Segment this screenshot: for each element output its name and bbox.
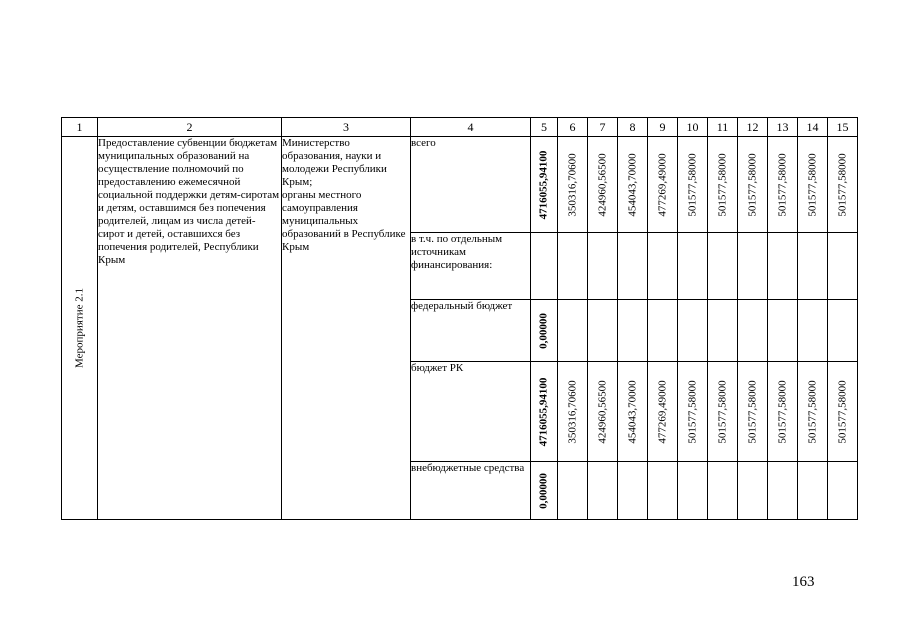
year-cell (618, 362, 648, 462)
year-cell (588, 233, 618, 300)
year-value: 350316,70600 (566, 152, 578, 217)
column-header: 15 (828, 118, 858, 137)
column-header: 2 (98, 118, 282, 137)
year-value: 501577,58000 (686, 152, 698, 217)
year-cell (828, 233, 858, 300)
year-cell (738, 233, 768, 300)
total-value: 4716055,94100 (537, 150, 550, 219)
column-header: 1 (62, 118, 98, 137)
row-label: федеральный бюджет (411, 300, 531, 362)
total-value: 0,00000 (537, 472, 550, 509)
year-cell (618, 137, 648, 233)
year-value: 454043,70000 (626, 379, 638, 444)
header-row (62, 118, 858, 137)
funding-table (61, 117, 858, 520)
year-cell (618, 233, 648, 300)
executor-cell: Министерство образования, науки и молодежи Республики Крым; органы местного самоуправления муниципальных образований в Республике Крым (282, 137, 411, 520)
year-cell (828, 362, 858, 462)
year-value: 501577,58000 (776, 152, 788, 217)
year-cell (768, 300, 798, 362)
year-cell (708, 300, 738, 362)
year-value: 477269,49000 (656, 152, 668, 217)
year-cell (678, 362, 708, 462)
row-label: всего (411, 137, 531, 233)
table-row (62, 137, 858, 233)
year-value: 454043,70000 (626, 152, 638, 217)
column-header: 9 (648, 118, 678, 137)
year-cell (708, 462, 738, 520)
year-cell (558, 462, 588, 520)
year-cell (738, 300, 768, 362)
year-value: 501577,58000 (746, 152, 758, 217)
year-value: 424960,56500 (596, 379, 608, 444)
year-cell (648, 362, 678, 462)
column-header: 3 (282, 118, 411, 137)
year-cell (798, 362, 828, 462)
year-cell (798, 462, 828, 520)
year-cell (558, 300, 588, 362)
total-cell (531, 362, 558, 462)
year-cell (558, 137, 588, 233)
year-value: 501577,58000 (836, 379, 848, 444)
year-value: 501577,58000 (746, 379, 758, 444)
year-cell (768, 362, 798, 462)
year-cell (798, 137, 828, 233)
year-cell (558, 233, 588, 300)
column-header: 5 (531, 118, 558, 137)
year-cell (648, 300, 678, 362)
year-cell (708, 362, 738, 462)
measure-label: Мероприятие 2.1 (73, 288, 85, 368)
year-cell (618, 462, 648, 520)
year-value: 501577,58000 (806, 379, 818, 444)
year-cell (828, 137, 858, 233)
description-cell: Предоставление субвенции бюджетам муниципальных образований на осуществление полномочий по предоставлению ежемесячной социальной поддержки детям-сиротам и детям, оставшимся без попечения родителей, лицам из числа детей-сирот и детей, оставшихся без попечения родителей, Республики Крым (98, 137, 282, 520)
column-header: 7 (588, 118, 618, 137)
year-cell (828, 462, 858, 520)
column-header: 14 (798, 118, 828, 137)
row-label: внебюджетные средства (411, 462, 531, 520)
year-value: 501577,58000 (686, 379, 698, 444)
total-cell (531, 462, 558, 520)
total-cell (531, 300, 558, 362)
column-header: 8 (618, 118, 648, 137)
year-cell (738, 362, 768, 462)
year-value: 501577,58000 (836, 152, 848, 217)
row-label: в т.ч. по отдельным источникам финансирования: (411, 233, 531, 300)
year-cell (708, 233, 738, 300)
year-cell (828, 300, 858, 362)
year-cell (798, 233, 828, 300)
year-cell (678, 300, 708, 362)
row-label: бюджет РК (411, 362, 531, 462)
year-cell (708, 137, 738, 233)
year-cell (678, 233, 708, 300)
year-cell (588, 137, 618, 233)
year-cell (588, 362, 618, 462)
year-value: 501577,58000 (716, 152, 728, 217)
year-cell (558, 362, 588, 462)
total-cell (531, 137, 558, 233)
year-cell (648, 462, 678, 520)
year-value: 501577,58000 (806, 152, 818, 217)
year-value: 501577,58000 (776, 379, 788, 444)
year-value: 424960,56500 (596, 152, 608, 217)
measure-cell (62, 137, 98, 520)
year-cell (768, 233, 798, 300)
total-cell (531, 233, 558, 300)
year-cell (648, 137, 678, 233)
column-header: 11 (708, 118, 738, 137)
column-header: 10 (678, 118, 708, 137)
year-cell (768, 462, 798, 520)
page-number: 163 (792, 574, 815, 590)
year-cell (768, 137, 798, 233)
total-value: 4716055,94100 (537, 377, 550, 446)
year-cell (678, 462, 708, 520)
year-cell (648, 233, 678, 300)
year-cell (588, 462, 618, 520)
year-value: 477269,49000 (656, 379, 668, 444)
year-value: 350316,70600 (566, 379, 578, 444)
year-value: 501577,58000 (716, 379, 728, 444)
year-cell (798, 300, 828, 362)
year-cell (738, 137, 768, 233)
column-header: 4 (411, 118, 531, 137)
year-cell (738, 462, 768, 520)
column-header: 13 (768, 118, 798, 137)
year-cell (678, 137, 708, 233)
column-header: 12 (738, 118, 768, 137)
column-header: 6 (558, 118, 588, 137)
total-value: 0,00000 (537, 312, 550, 349)
year-cell (618, 300, 648, 362)
year-cell (588, 300, 618, 362)
